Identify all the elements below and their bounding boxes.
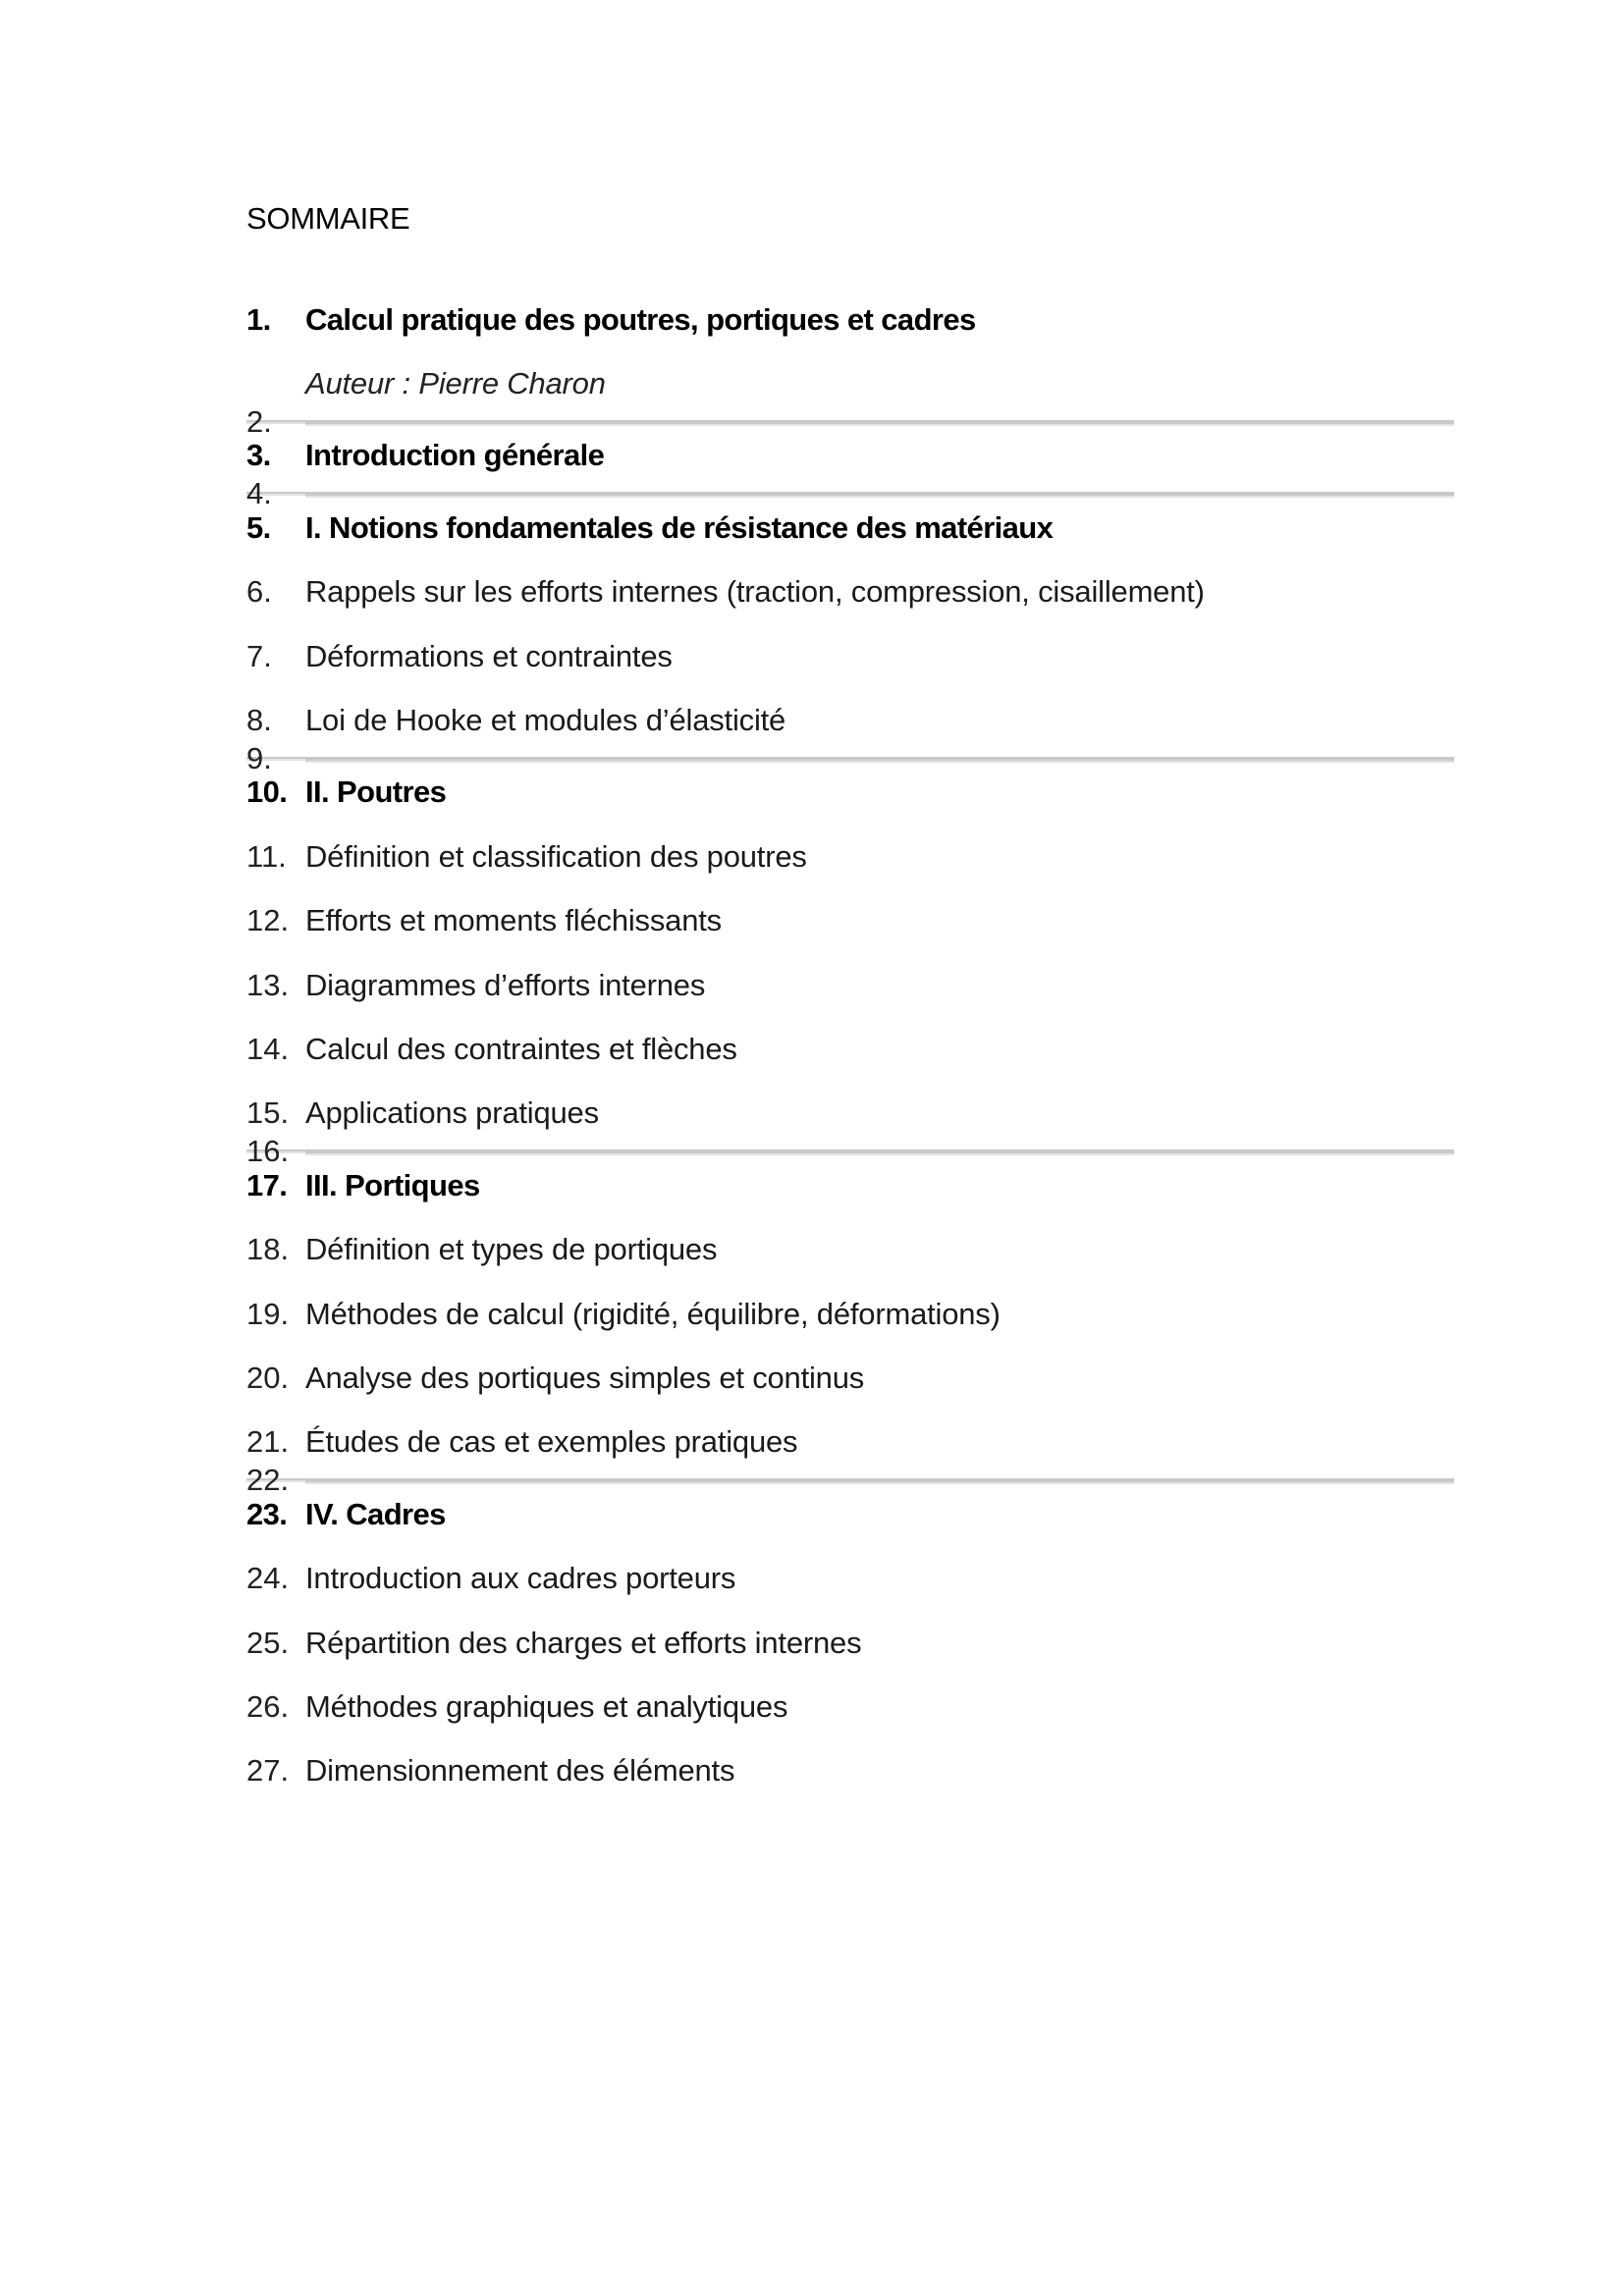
toc-entry-number: 10. <box>246 774 288 810</box>
toc-entry <box>246 1739 1454 1803</box>
toc-entry <box>246 953 1454 1017</box>
toc-entry <box>246 761 1454 825</box>
toc-entry <box>246 1017 1454 1081</box>
page-title: SOMMAIRE <box>246 201 410 236</box>
toc-entry <box>246 1675 1454 1738</box>
toc-entry <box>246 1153 1454 1217</box>
toc-entry-number: 2. <box>246 403 272 439</box>
toc-entry-label: Efforts et moments fléchissants <box>305 903 722 938</box>
toc-entry <box>246 496 1454 560</box>
toc-entry-number: 25. <box>246 1625 290 1660</box>
toc-entry <box>246 1482 1454 1546</box>
toc-entry-number: 19. <box>246 1296 290 1331</box>
toc-entry-number: 20. <box>246 1360 290 1395</box>
toc-entry <box>246 1282 1454 1346</box>
toc-entry-number: 15. <box>246 1095 290 1131</box>
toc-entry-label: Calcul des contraintes et flèches <box>305 1031 737 1066</box>
toc-heading-label: III. Portiques <box>305 1167 480 1202</box>
toc-entry <box>246 288 1454 351</box>
toc-entry-number: 22. <box>246 1463 290 1498</box>
toc-author-row <box>246 351 1454 415</box>
toc-entry-number: 11. <box>246 838 287 874</box>
toc-entry-number: 26. <box>246 1688 290 1724</box>
toc-entry-number: 8. <box>246 703 272 738</box>
table-of-contents <box>246 288 1454 1803</box>
toc-entry <box>246 1411 1454 1474</box>
toc-entry-number: 16. <box>246 1134 290 1169</box>
toc-entry-label: Dimensionnement des éléments <box>305 1753 735 1789</box>
toc-entry-number: 17. <box>246 1167 288 1202</box>
toc-entry-number: 13. <box>246 967 290 1002</box>
toc-entry-label: Diagrammes d’efforts internes <box>305 967 706 1002</box>
toc-entry-number: 4. <box>246 476 272 511</box>
toc-entry-number: 12. <box>246 903 290 938</box>
toc-entry <box>246 688 1454 752</box>
toc-entry-number: 14. <box>246 1031 290 1066</box>
toc-heading-label: II. Poutres <box>305 774 447 810</box>
toc-entry-number: 21. <box>246 1424 290 1460</box>
toc-entry-label: Rappels sur les efforts internes (traction, compression, cisaillement) <box>305 574 1205 610</box>
toc-entry-label: Définition et classification des poutres <box>305 838 807 874</box>
toc-heading-label: Calcul pratique des poutres, portiques et cadres <box>305 301 976 337</box>
toc-entry-label: Méthodes de calcul (rigidité, équilibre, déformations) <box>305 1296 1001 1331</box>
toc-entry-number: 7. <box>246 638 272 673</box>
toc-entry <box>246 889 1454 953</box>
toc-entry-number: 9. <box>246 740 272 775</box>
toc-heading-label: I. Notions fondamentales de résistance des matériaux <box>305 509 1054 545</box>
toc-entry-label: Déformations et contraintes <box>305 638 673 673</box>
toc-entry-label: Analyse des portiques simples et continus <box>305 1360 865 1395</box>
toc-entry-number: 18. <box>246 1232 290 1267</box>
toc-heading-label: IV. Cadres <box>305 1496 446 1531</box>
toc-heading-label: Introduction générale <box>305 438 605 473</box>
toc-entry <box>246 1346 1454 1410</box>
toc-entry <box>246 561 1454 624</box>
toc-entry <box>246 624 1454 688</box>
toc-entry-number: 24. <box>246 1561 290 1596</box>
toc-entry-label: Méthodes graphiques et analytiques <box>305 1688 788 1724</box>
toc-entry-number: 1. <box>246 301 271 337</box>
toc-entry-number: 3. <box>246 438 271 473</box>
toc-entry-label: Introduction aux cadres porteurs <box>305 1561 736 1596</box>
toc-entry <box>246 424 1454 488</box>
toc-entry-number: 6. <box>246 574 272 610</box>
toc-entry-number: 27. <box>246 1753 290 1789</box>
toc-entry-label: Répartition des charges et efforts internes <box>305 1625 862 1660</box>
toc-entry-number: 23. <box>246 1496 288 1531</box>
toc-entry <box>246 1082 1454 1146</box>
toc-entry-label: Définition et types de portiques <box>305 1232 718 1267</box>
toc-entry-label: Études de cas et exemples pratiques <box>305 1424 798 1460</box>
toc-entry-number: 5. <box>246 509 271 545</box>
author-line: Auteur : Pierre Charon <box>305 366 606 401</box>
toc-entry-label: Applications pratiques <box>305 1095 599 1131</box>
toc-entry <box>246 1611 1454 1675</box>
toc-entry-label: Loi de Hooke et modules d’élasticité <box>305 703 786 738</box>
toc-entry <box>246 1546 1454 1610</box>
toc-entry <box>246 1217 1454 1281</box>
toc-entry <box>246 825 1454 888</box>
